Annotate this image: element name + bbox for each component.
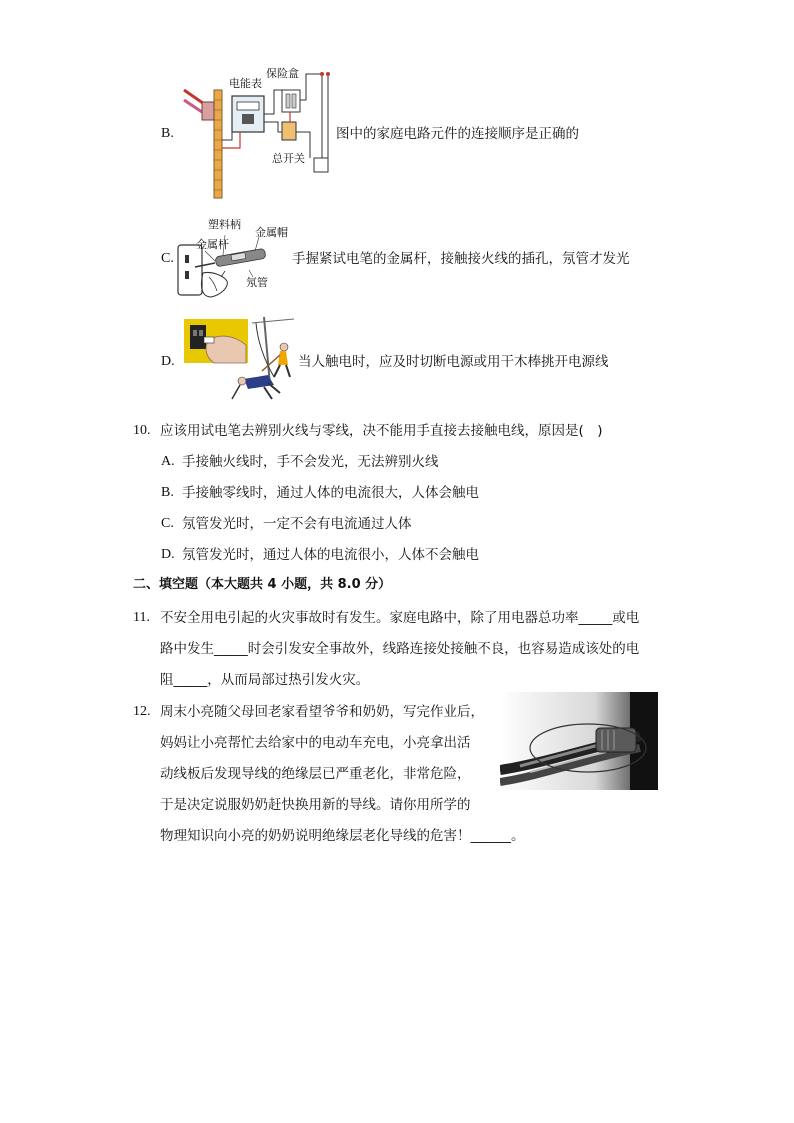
question-12-line-2: 妈妈让小亮帮忙去给家中的电动车充电，小亮拿出活	[160, 735, 471, 751]
metal-rod-label: 金属杆	[196, 238, 229, 251]
question-12-line-1: 周末小亮随父母回老家看望爷爷和奶奶，写完作业后，	[160, 704, 484, 720]
option-d-letter: D.	[161, 354, 175, 369]
question-11-line-3: 阻_____，从而局部过热引发火灾。	[160, 672, 370, 688]
option-c-text: 手握紧试电笔的金属杆，接触接火线的插孔，氖管才发光	[292, 251, 630, 267]
question-10-stem: 应该用试电笔去辨别火线与零线，决不能用手直接去接触电线，原因是( )	[160, 423, 603, 439]
option-b-text: 图中的家庭电路元件的连接顺序是正确的	[336, 126, 579, 142]
question-12-number: 12.	[133, 704, 151, 719]
question-12-line-3: 动线板后发现导线的绝缘层已严重老化，非常危险，	[160, 766, 471, 782]
aged-wire-photo	[500, 692, 658, 790]
question-11-number: 11.	[133, 610, 150, 625]
metal-cap-label: 金属帽	[255, 226, 288, 239]
main-switch-label: 总开关	[272, 152, 305, 165]
plastic-handle-label: 塑料柄	[208, 218, 241, 231]
q10-option-d-text: 氖管发光时，通过人体的电流很小，人体不会触电	[182, 547, 479, 563]
question-10-number: 10.	[133, 423, 151, 438]
fuse-box-label: 保险盒	[266, 67, 299, 80]
question-11-line-2: 路中发生_____时会引发安全事故外，线路连接处接触不良，也容易造成该处的电	[160, 641, 640, 657]
electric-shock-rescue-figure	[184, 315, 298, 405]
q10-option-a-letter: A.	[161, 454, 175, 469]
neon-tube-label: 氖管	[246, 276, 268, 289]
q10-option-b-text: 手接触零线时，通过人体的电流很大，人体会触电	[182, 485, 479, 501]
q10-option-b-letter: B.	[161, 485, 174, 500]
option-c-letter: C.	[161, 251, 174, 266]
question-11-line-1: 不安全用电引起的火灾事故时有发生。家庭电路中，除了用电器总功率_____或电	[160, 610, 640, 626]
meter-label: 电能表	[229, 77, 262, 90]
q10-option-d-letter: D.	[161, 547, 175, 562]
question-12-line-5: 物理知识向小亮的奶奶说明绝缘层老化导线的危害！______。	[160, 828, 525, 844]
q10-option-a-text: 手接触火线时，手不会发光，无法辨别火线	[182, 454, 439, 470]
option-d-text: 当人触电时，应及时切断电源或用干木棒挑开电源线	[298, 354, 609, 370]
q10-option-c-letter: C.	[161, 516, 174, 531]
section-2-heading: 二、填空题（本大题共 4 小题，共 8.0 分）	[133, 577, 392, 592]
option-b-letter: B.	[161, 126, 174, 141]
question-12-line-4: 于是决定说服奶奶赶快换用新的导线。请你用所学的	[160, 797, 471, 813]
q10-option-c-text: 氖管发光时，一定不会有电流通过人体	[182, 516, 412, 532]
